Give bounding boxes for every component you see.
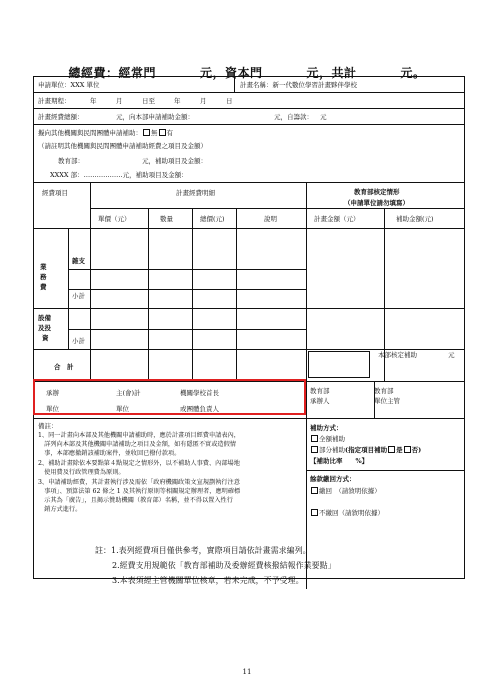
remark-line: 1、同一計畫向本部及其他機關申請補助時，應於計畫項目經費申請表內， [38,432,240,439]
apply-amount-label: 元，向本部申請補助金額： [116,113,194,121]
checkbox-have[interactable] [159,129,166,136]
sign-head: 機關學校首長 [180,389,219,397]
row-line [34,92,464,93]
checkbox-full[interactable] [311,435,318,442]
remark-line: 3、申請補助經費，其計畫執行涉及需依「政府機關政策文宣規劃執行注意 [38,479,240,486]
no-return-option[interactable]: 不繳回（請敘明依據） [310,509,384,517]
balance-label: 餘款繳回方式： [310,475,356,483]
col-review-header: 教育部核定情形 [354,188,400,196]
note-1: 註：1.表列經費項目僅供參考，實際項目請依計畫需求編列。 [95,546,311,555]
remark-line: 銷方式進行。 [38,506,82,513]
page-title: 總經費：經常門 元，資本門 元，共計 元。 [68,66,426,80]
row-line [34,124,464,125]
row-line [306,470,464,471]
applicant-unit: 申請單位：XXX 單位 [38,81,100,89]
row-line [68,329,306,330]
col-item-header: 經費項目 [42,189,68,197]
checkbox-yes[interactable] [388,446,395,453]
col-line [236,208,237,381]
mofe-label: 教育部： [58,157,84,165]
subtotal-business: 小計 [72,292,85,300]
quantity-header: 數量 [160,215,173,223]
total-label: 合 計 [54,363,74,371]
row-line [68,269,306,270]
footnotes [95,543,336,588]
misc-label: 雜支 [72,257,85,265]
approved-label: 本部核定補助 [378,351,417,359]
equipment-label: 設備 [38,314,51,322]
col-review-sub: （申請單位請勿填寫） [344,199,409,207]
col-line [148,208,149,381]
desc-header: 說明 [264,215,277,223]
mofe-sign: 教育部 [310,387,330,395]
col-line [90,182,91,381]
col-line [234,77,235,92]
row-line [34,418,464,419]
checkbox-none[interactable] [143,129,150,136]
col-line [306,182,307,589]
sign-handler: 承辦 [46,389,59,397]
partial-subsidy-option[interactable]: 部分補助(指定項目補助 是 否) [310,446,421,454]
row-line [34,349,464,350]
checkbox-return[interactable] [311,487,318,494]
plan-amount-header: 計畫金額（元） [314,215,360,223]
budget-form: 申請單位：XXX 單位 計畫名稱：新一代數位學習計畫夥伴學校 計畫期程： 年 月 日至 年 月 日 計畫經費總額： 元，向本部申請補助金額： 元，自籌款： 元 擬向其他機關與民間團體申請補助： 無 有 （請註明其他機關與民間團體申請補助經費之項目及金額） 教育部： 元，補助項目及金額： XXXX 部：………………元，補助項目及金額： 經費項目 計畫經費明細 教育部核定情形 （申請單位請勿填寫） 單價（元） 數量 總價(元) 說明 計畫金額（元） 補助金額(元) 業 務 費 雜支 小計 設備 及投 資 小計 合 計 本部核定補助 元 承辦 單位 主(會)計 單位 機關學校首長 或團體負責人 教育部 承辦人 教育部 單位主管 備註： 1、同一計畫向本部及其他機關申請補助時，應於計畫項目經費申請表內， 詳列向本部及其他機關申請補助之項目及金額，如有隱匿不實或造假情 事，本部應撤銷該補助案件，並收回已撥付款項。 2、補助計畫除依本要點第４點規定之情形外，以不補助人事費、內部場地 使用費及行政管理費為原則。 3、申請補助經費，其計畫執行涉及需依「政府機關政策文宣規劃執行注意 事項」、預算法第 62 條之 1 及其執行原則等相關規定辦理者，應明確標 示其為「廣告」，且揭示贊助機關（教育部）名稱，並不得以置入性行 銷方式進行。 補助方式： 全額補助 部分補助(指定項目補助 是 否) 【補助比率 %】 餘款繳回方式： 繳回 （請敘明依據） 不繳回（請敘明依據） [33,76,465,579]
remark-line: 詳列向本部及其他機關申請補助之項目及金額，如有隱匿不實或造假情 [38,441,236,448]
total-price-header: 總價(元) [200,215,225,223]
checkbox-no-return[interactable] [311,509,318,516]
self-fund-label: 元，自籌款： [274,113,313,121]
checkbox-no[interactable] [404,446,411,453]
remark-line: 事，本部應撤銷該補助案件，並收回已撥付款項。 [38,450,181,457]
col-line [192,208,193,381]
remark-line: 示其為「廣告」，且揭示贊助機關（教育部）名稱，並不得以置入性行 [38,497,233,504]
total-amount-label: 計畫經費總額： [38,113,84,121]
row-line [34,308,464,309]
row-line [34,182,464,183]
plan-name: 計畫名稱：新一代數位學習計畫夥伴學校 [240,81,357,89]
subsidy-ratio: 【補助比率 %】 [310,457,369,465]
remark-line: 2、補助計畫除依本要點第４點規定之情形外，以不補助人事費、內部場地 [38,460,240,467]
remark-line: 使用費及行政管理費為原則。 [38,469,125,476]
note-3: 3.本表須經主管機關單位核章，若未完成，不予受理。 [112,576,304,585]
row-line [306,208,464,209]
full-subsidy-option[interactable]: 全額補助 [310,435,345,443]
row-line [34,228,464,229]
return-option[interactable]: 繳回 （請敘明依據） [310,487,381,495]
remarks-label: 備註： [38,422,58,430]
unit-price-header: 單價（元） [98,215,131,223]
row-line [90,208,306,209]
mofe-item: 元，補助項目及金額： [142,157,207,165]
row-line [68,289,306,290]
sign-supervisor: 主(會)計 [116,389,141,397]
period-label: 計畫期程： [38,97,71,105]
xxxx-row: XXXX 部：………………元，補助項目及金額： [50,171,188,179]
note-2: 2.經費支用規範依「教育部補助及委辦經費核撥結報作業要點」 [112,561,336,570]
subtotal-equipment: 小計 [72,337,85,345]
subsidy-method-label: 補助方式： [310,424,343,432]
checkbox-partial[interactable] [311,446,318,453]
col-line [68,228,69,349]
business-label: 業 [40,263,47,271]
approved-box [308,351,370,378]
remark-line: 事項」、預算法第 62 條之 1 及其執行原則等相關規定辦理者，應明確標 [38,488,241,495]
other-agency-note: （請註明其他機關與民間團體申請補助經費之項目及金額） [38,142,207,150]
subsidy-amount-header: 補助金額(元) [396,215,434,223]
signature-highlight [33,379,306,415]
other-agency-row: 擬向其他機關與民間團體申請補助： 無 有 [38,129,173,137]
row-line [34,108,464,109]
col-detail-header: 計畫經費明細 [176,189,215,197]
page-number: 11 [242,668,252,676]
